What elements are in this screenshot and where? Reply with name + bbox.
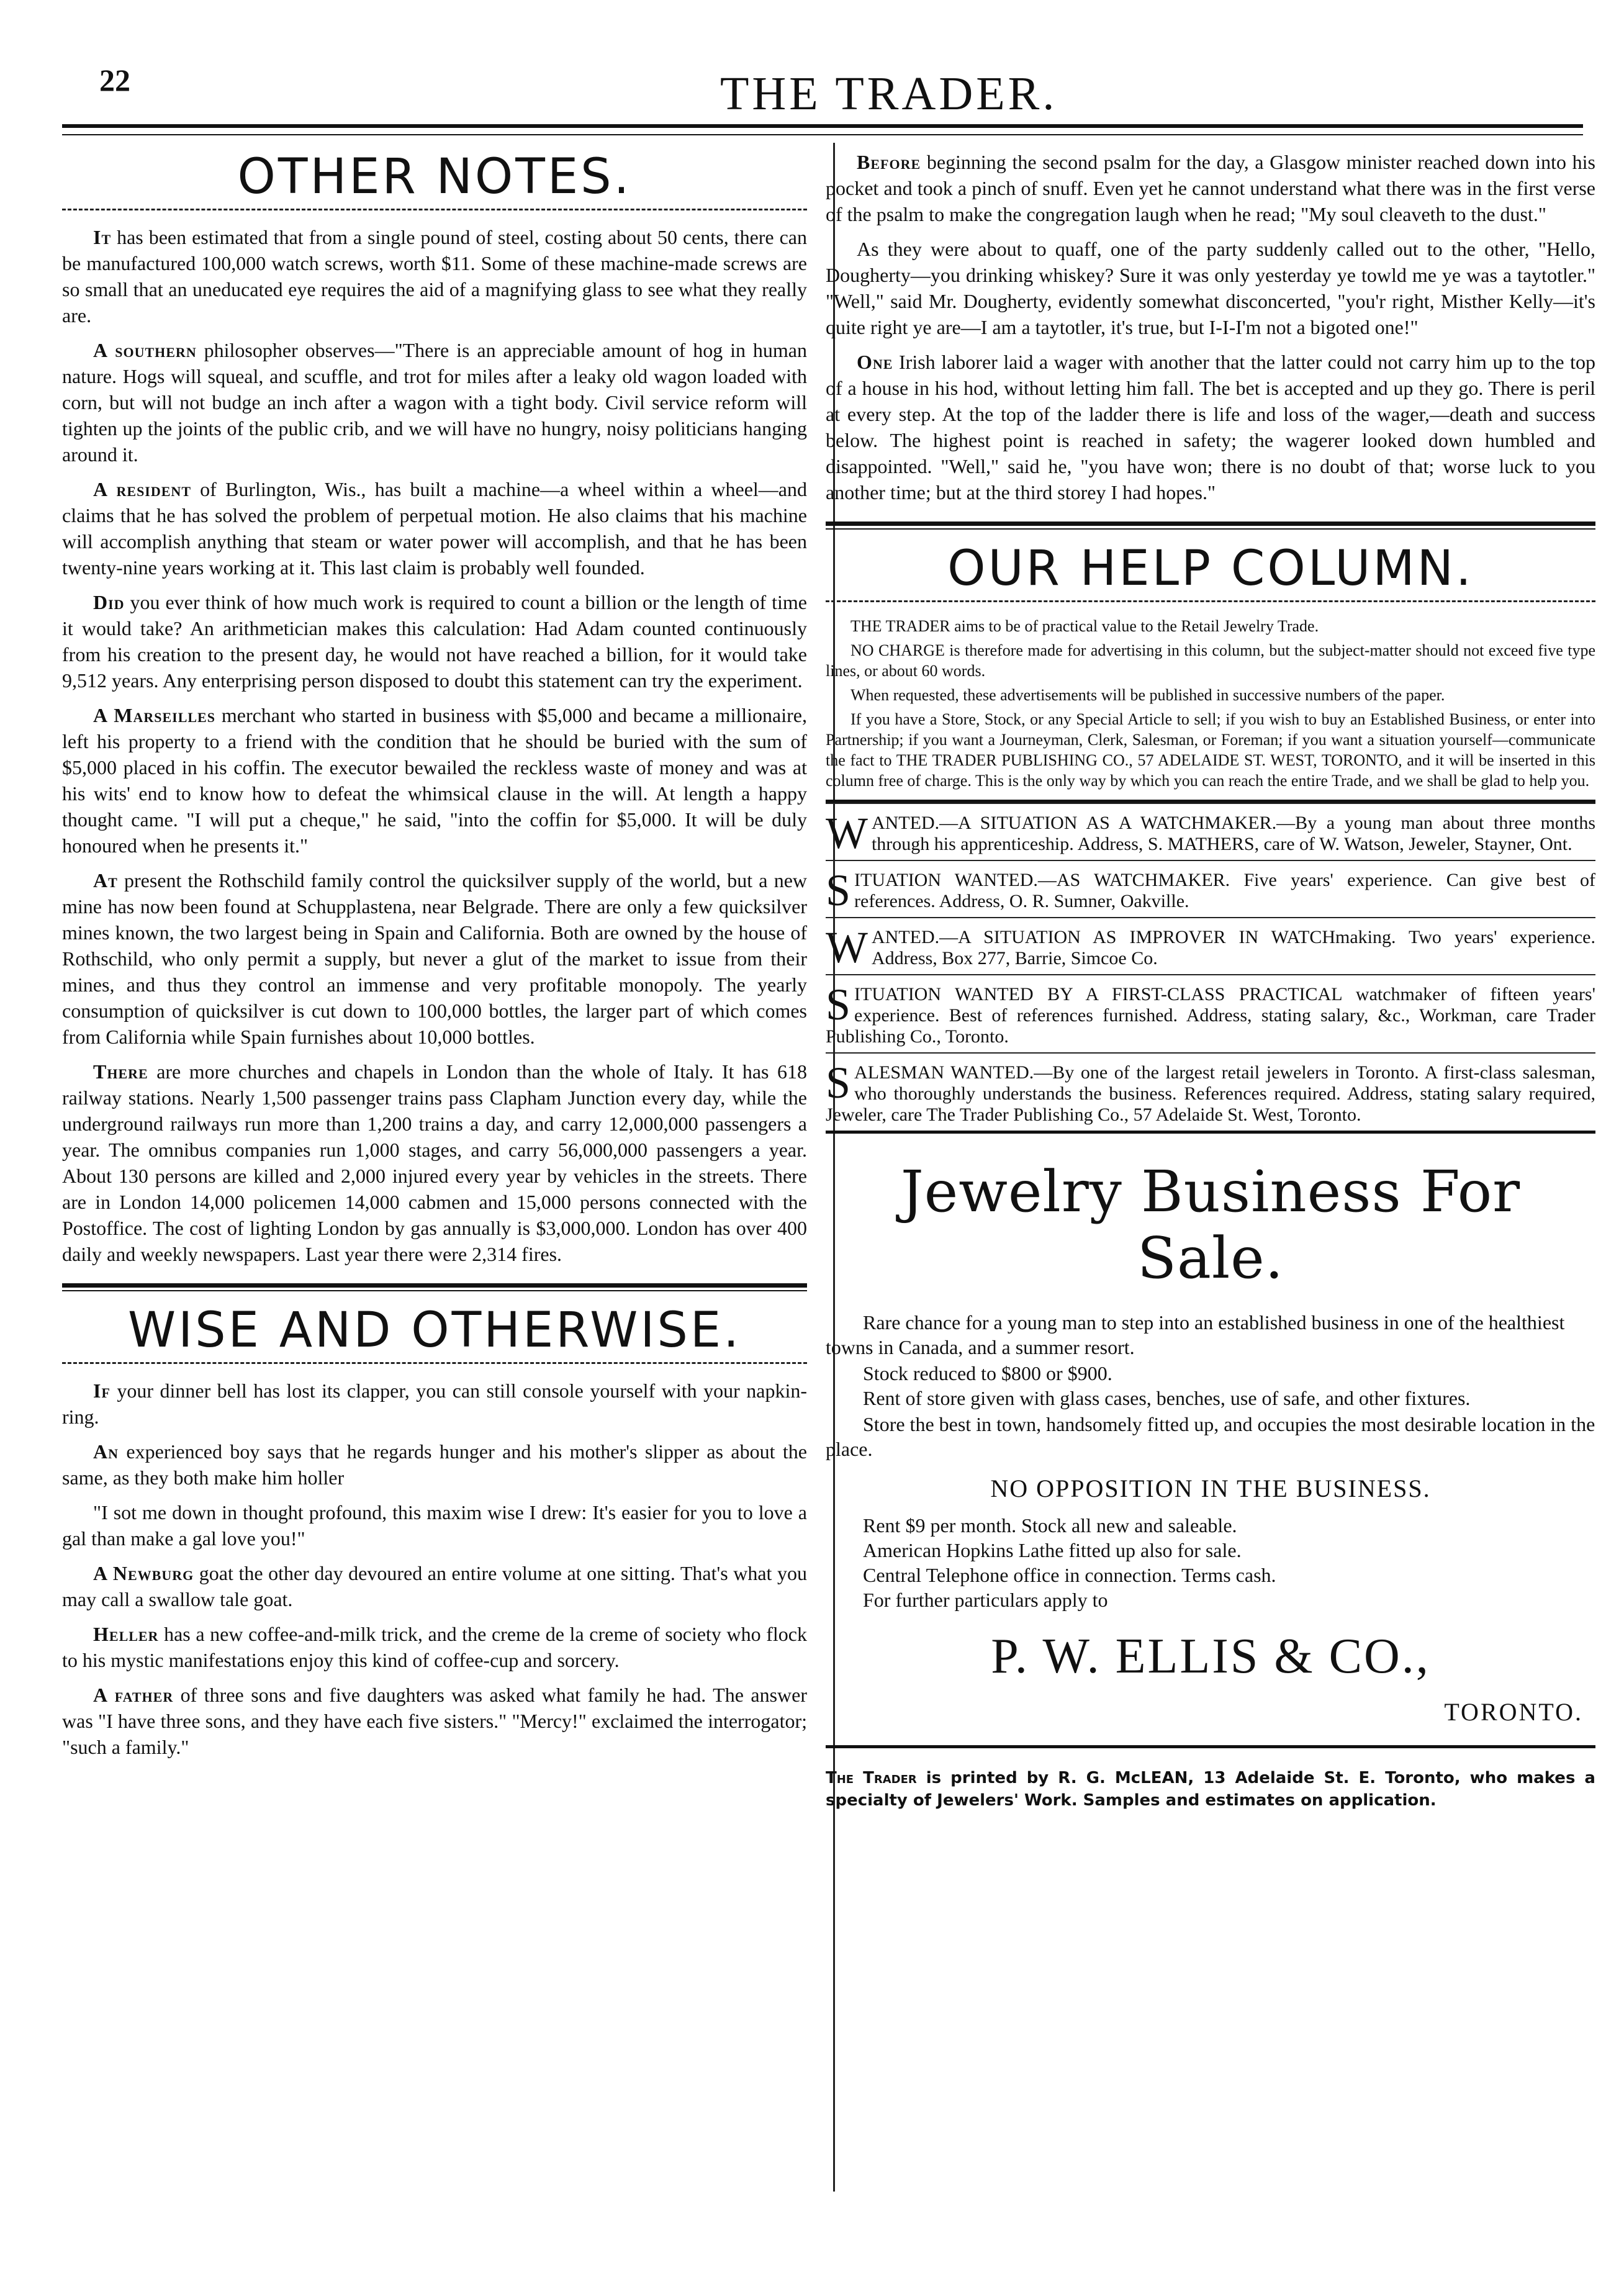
section-rule-thin	[826, 528, 1595, 530]
publication-title: THE TRADER.	[720, 68, 1058, 120]
article-paragraph: It has been estimated that from a single pound of steel, costing about 50 cents, there can be manufactured 100,000 watch screws, worth $11. Some of these machine-made screws are so small that an uneducated eye requires the aid of a magnifying glass to see what they really are.	[62, 226, 807, 327]
article-paragraph: Before beginning the second psalm for the day, a Glasgow minister reached down into his pocket and took a pinch of snuff. Even yet he cannot understand what there was in the first verse of the psalm to make the congregation laugh when he read; "My soul cleaveth to the dust."	[826, 151, 1595, 225]
help-column-intro	[826, 616, 1595, 791]
printer-imprint: The Trader is printed by R. G. McLEAN, 13 Adelaide St. E. Toronto, who makes a specialty of Jewelers' Work. Samples and estimates on application.	[826, 1769, 1595, 1810]
header-rule-thin	[62, 134, 1583, 135]
article-paragraph: As they were about to quaff, one of the party suddenly called out to the other, "Hello, Dougherty—you drinking whiskey? Sure it was only yesterday ye towld me ye was a taytotler." "Well," said Mr. Dougherty, evidently somewhat disconcerted, "you'r right, Misther Kelly—it's quite right ye are—I am a taytotler, it's true, but I-I-I'm not a bigoted one!"	[826, 238, 1595, 338]
help-intro-paragraph: THE TRADER aims to be of practical value to the Retail Jewelry Trade.	[850, 617, 1319, 635]
header-rule	[62, 124, 1583, 128]
classified-ad: WANTED.—A SITUATION AS IMPROVER IN WATCHmaking. Two years' experience. Address, Box 277, Barrie, Simcoe Co.	[826, 917, 1595, 974]
other-notes-title: OTHER NOTES.	[237, 149, 632, 205]
jewelry-ad-line: Rent of store given with glass cases, benches, use of safe, and other fixtures.	[863, 1387, 1471, 1409]
article-paragraph: At present the Rothschild family control the quicksilver supply of the world, but a new mine has now been found at Schupplastena, near Belgrade. There are only a few quicksilver mines known, the two largest being in Spain and California. Both are owned by the house of Rothschild, who only permit a supply, but never a glut of the market to issue from their mines, and thus they control an immense and very profitable monopoly. The yearly consumption of quicksilver is cut down to 100,000 bottles, the larger part of which comes from California while Spain furnishes about 10,000 bottles.	[62, 869, 807, 1048]
article-paragraph: "I sot me down in thought profound, this maxim wise I drew: It's easier for you to love a gal than make a gal love you!"	[62, 1501, 807, 1550]
article-paragraph: An experienced boy says that he regards hunger and his mother's slipper as about the same, as they both make him holler	[62, 1440, 807, 1489]
article-paragraph: A southern philosopher observes—"There is an appreciable amount of hog in human nature. Hogs will squeal, and scuffle, and trot for miles after a leaky old wagon loaded with corn, but will not budge an inch after a wagon with a tight body. Civil service reform will tighten up the joints of the public crib, and we will have no hungry, noisy politicians hanging around it.	[62, 339, 807, 466]
article-paragraph: A Newburg goat the other day devoured an entire volume at one sitting. That's what you may call a swallow tale goat.	[62, 1562, 807, 1610]
help-intro-paragraph: If you have a Store, Stock, or any Special Article to sell; if you wish to buy an Established Business, or enter into Partnership; if you want a Journeyman, Clerk, Salesman, or Foreman; if you want a situation yourself—communicate the fact to THE TRADER PUBLISHING CO., 57 ADELAIDE ST. WEST, TORONTO, and it will be inserted in this column free of charge. This is the only way by which you can reach the entire Trade, and we shall be glad to help you.	[826, 710, 1595, 790]
article-paragraph: There are more churches and chapels in London than the whole of Italy. It has 618 railway stations. Nearly 1,500 passenger trains pass Clapham Junction every day, while the underground railways run more than 1,200 trains a day, and carry 12,000,000 passengers a year. The omnibus companies run 1,000 stages, and carry 56,000,000 passengers a year. About 130 persons are killed and 2,000 injured every year by vehicles in the streets. There are in London 14,000 policemen 14,000 cabmen and 15,000 persons connected with the Postoffice. The cost of lighting London by gas annually is $3,000,000. London has over 400 daily and weekly newspapers. Last year there were 2,314 fires.	[62, 1060, 807, 1265]
other-notes-body	[62, 224, 807, 1267]
article-paragraph: Did you ever think of how much work is required to count a billion or the length of time it would take? An arithmetician makes this calculation: Had Adam counted continuously from his creation to the present day, he would not have reached a billion, for it would take 9,512 years. Any enterprising person disposed to doubt this statement can try the experiment.	[62, 591, 807, 692]
jewelry-ad-detail: American Hopkins Lathe fitted up also for sale.	[863, 1539, 1242, 1561]
wise-otherwise-title: WISE AND OTHERWISE.	[127, 1303, 741, 1358]
classified-ad: WANTED.—A SITUATION AS A WATCHMAKER.—By a young man about three months through his apprenticeship. Address, S. MATHERS, care of W. Watson, Jeweler, Stayner, Ont.	[826, 803, 1595, 860]
article-paragraph: One Irish laborer laid a wager with another that the latter could not carry him up to the top of a house in his hod, without letting him fall. The bet is accepted and up they go. There is peril at every step. At the top of the ladder there is life and loss of the wager,—death and success below. The highest point is reached in safety; the wagerer looked down humbled and disappointed. "Well," said he, "you have won; there is no doubt of that; worse luck to you another time; but at the third storey I had hopes."	[826, 351, 1595, 503]
right-column	[826, 143, 1595, 1812]
title-divider	[62, 209, 807, 210]
classified-ad: SITUATION WANTED.—AS WATCHMAKER. Five years' experience. Can give best of references. Address, O. R. Sumner, Oakville.	[826, 860, 1595, 917]
right-notes-body	[826, 149, 1595, 505]
article-paragraph: A resident of Burlington, Wis., has built a machine—a wheel within a wheel—and claims that he has solved the problem of perpetual motion. He also claims that his machine will accomplish anything that steam or water power will accomplish, and that he has been twenty-nine years working at it. This last claim is probably well founded.	[62, 478, 808, 579]
imprint-rule	[826, 1745, 1595, 1748]
classified-ad: SITUATION WANTED BY A FIRST-CLASS PRACTICAL watchmaker of fifteen years' experience. Best of references furnished. Address, stating salary, &c., Workman, care Trader Publishing Co., Toronto.	[826, 974, 1595, 1052]
jewelry-ad-line: Rare chance for a young man to step into an established business in one of the healthiest towns in Canada, and a summer resort.	[826, 1311, 1565, 1358]
left-column	[62, 143, 807, 1769]
jewelry-ad-detail: For further particulars apply to	[863, 1589, 1108, 1611]
article-paragraph: If your dinner bell has lost its clapper, you can still console yourself with your napkin-ring.	[62, 1379, 807, 1428]
article-paragraph: A Marseilles merchant who started in business with $5,000 and became a millionaire, left his property to a friend with the condition that he should be buried with the sum of $5,000 placed in his coffin. The executor bewailed the reckless waste of money and was at his wits' end to know how to defeat the whimsical clause in the will. At length a happy thought came. "I will put a cheque," he said, "into the coffin for $5,000. It will be duly honoured when he presents it."	[62, 704, 807, 857]
jewelry-ad-title: Jewelry Business For Sale.	[900, 1158, 1521, 1291]
jewelry-ad-line: Stock reduced to $800 or $900.	[863, 1362, 1112, 1384]
wise-otherwise-body	[62, 1378, 807, 1760]
section-rule	[826, 521, 1595, 526]
title-divider	[62, 1362, 807, 1364]
jewelry-ad-line: Store the best in town, handsomely fitted up, and occupies the most desirable location in the place.	[826, 1413, 1595, 1460]
title-divider	[826, 600, 1595, 602]
help-intro-paragraph: When requested, these advertisements will be published in successive numbers of the paper.	[850, 686, 1445, 704]
jewelry-ad-rule	[826, 1131, 1595, 1134]
jewelry-ad-detail: Central Telephone office in connection. Terms cash.	[863, 1564, 1276, 1586]
firm-city: TORONTO.	[1444, 1698, 1583, 1726]
section-rule	[62, 1283, 807, 1288]
jewelry-ad	[826, 1158, 1595, 1727]
classified-ad: SALESMAN WANTED.—By one of the largest retail jewelers in Toronto. A first-class salesman, who thoroughly understands the business. References required. Address, stating salary required, Jeweler, care The Trader Publishing Co., 57 Adelaide St. West, Toronto.	[826, 1052, 1595, 1131]
no-opposition-notice: NO OPPOSITION IN THE BUSINESS.	[990, 1474, 1431, 1502]
article-paragraph: Heller has a new coffee-and-milk trick, and the creme de la creme of society who flock to his mystic manifestations enjoy this kind of coffee-cup and sorcery.	[62, 1623, 807, 1671]
help-intro-paragraph: NO CHARGE is therefore made for advertising in this column, but the subject-matter should not exceed five type lines, or about 60 words.	[826, 641, 1595, 680]
help-column-title: OUR HELP COLUMN.	[947, 541, 1474, 597]
jewelry-ad-detail: Rent $9 per month. Stock all new and saleable.	[863, 1514, 1237, 1537]
page-number: 22	[99, 63, 130, 97]
classified-ads	[826, 803, 1595, 1131]
section-rule-thin	[62, 1290, 807, 1291]
firm-name: P. W. ELLIS & CO.,	[991, 1629, 1430, 1684]
article-paragraph: A father of three sons and five daughters was asked what family he had. The answer was "I have three sons, and they have each five sisters." "Mercy!" exclaimed the interrogator; "such a family."	[62, 1684, 807, 1758]
